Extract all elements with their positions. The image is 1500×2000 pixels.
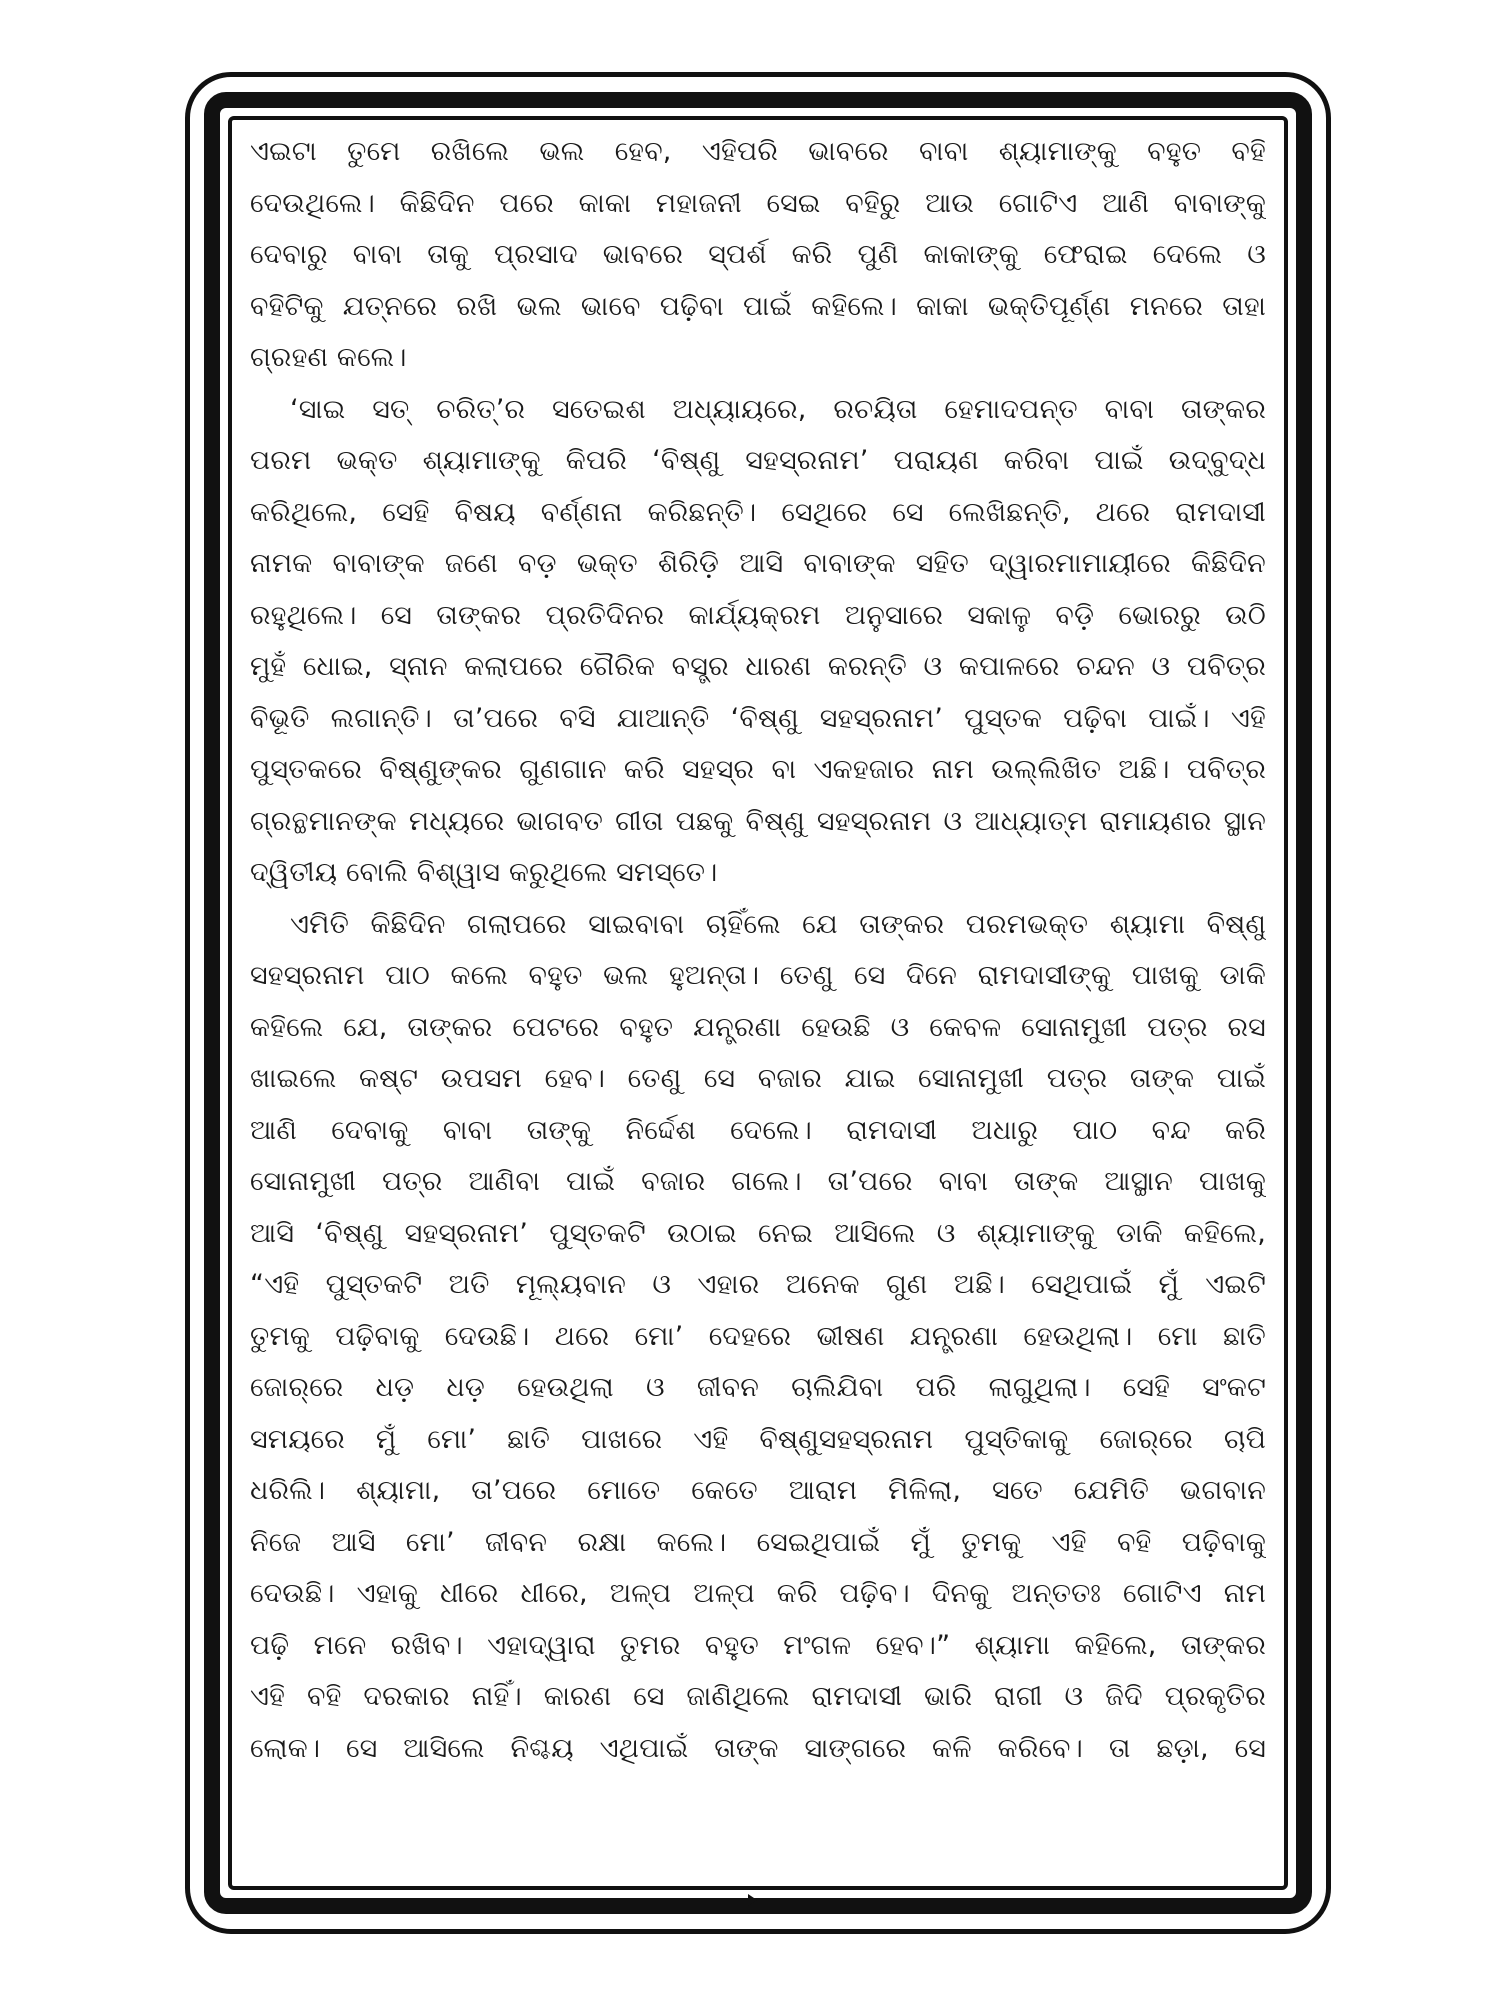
text-line: ବହିଟିକୁ ଯତ୍ନରେ ରଖି ଭଲ ଭାବେ ପଢ଼ିବା ପାଇଁ କହିଲେ। କାକା ଭକ୍ତିପୂର୍ଣ୍ଣ ମନରେ ତାହା <box>250 290 1266 322</box>
text-line: ଗ୍ରହଣ କଲେ। <box>250 342 407 373</box>
text-line: ନାମକ ବାବାଙ୍କ ଜଣେ ବଡ଼ ଭକ୍ତ ଶିରିଡ଼ି ଆସି ବାବାଙ୍କ ସହିତ ଦ୍ୱାରମାମାୟୀରେ କିଛିଦିନ <box>250 548 1266 579</box>
text-line: ଗ୍ରନ୍ଥମାନଙ୍କ ମଧ୍ୟରେ ଭାଗବତ ଗୀତା ପଛକୁ ବିଷ୍ଣୁ ସହସ୍ରନାମ ଓ ଆଧ୍ୟାତ୍ମ ରାମାୟଣର ସ୍ଥାନ <box>250 805 1266 837</box>
paragraph-1 <box>250 126 1266 384</box>
paragraph-3 <box>250 899 1266 1775</box>
text-line: ଏହି ବହି ଦରକାର ନାହିଁ। କାରଣ ସେ ଜାଣିଥିଲେ ରାମଦାସୀ ଭାରି ରାଗୀ ଓ ଜିଦି ପ୍ରକୃତିର <box>250 1681 1266 1712</box>
page-text <box>250 126 1266 1876</box>
text-line: କରିଥିଲେ, ସେହି ବିଷୟ ବର୍ଣ୍ଣନା କରିଛନ୍ତି। ସେଥିରେ ସେ ଲେଖିଛନ୍ତି, ଥରେ ରାମଦାସୀ <box>250 496 1266 528</box>
text-line: ମୁହଁ ଧୋଇ, ସ୍ନାନ କଲାପରେ ଗୈରିକ ବସ୍ତ୍ର ଧାରଣ କରନ୍ତି ଓ କପାଳରେ ଚନ୍ଦନ ଓ ପବିତ୍ର <box>250 651 1266 682</box>
text-line: ଏଇଟା ତୁମେ ରଖିଲେ ଭଲ ହେବ, ଏହିପରି ଭାବରେ ବାବା ଶ୍ୟାମାଙ୍କୁ ବହୁତ ବହି <box>250 136 1266 167</box>
text-line: ଦେଉଥିଲେ। କିଛିଦିନ ପରେ କାକା ମହାଜନୀ ସେଇ ବହିରୁ ଆଉ ଗୋଟିଏ ଆଣି ବାବାଙ୍କୁ <box>250 187 1266 219</box>
text-line: ଦ୍ୱିତୀୟ ବୋଲି ବିଶ୍ୱାସ କରୁଥିଲେ ସମସ୍ତେ। <box>250 857 718 888</box>
text-line: “ଏହି ପୁସ୍ତକଟି ଅତି ମୂଲ୍ୟବାନ ଓ ଏହାର ଅନେକ ଗୁଣ ଅଛି। ସେଥିପାଇଁ ମୁଁ ଏଇଟି <box>250 1269 1266 1300</box>
text-line: କହିଲେ ଯେ, ତାଙ୍କର ପେଟରେ ବହୁତ ଯନ୍ତ୍ରଣା ହେଉଛି ଓ କେବଳ ସୋନାମୁଖୀ ପତ୍ର ରସ <box>250 1011 1266 1043</box>
text-line: ପରମ ଭକ୍ତ ଶ୍ୟାମାଙ୍କୁ କିପରି ‘ବିଷ୍ଣୁ ସହସ୍ରନାମ’ ପରାୟଣ କରିବା ପାଇଁ ଉଦ୍‌ବୁଦ୍ଧ <box>250 445 1266 476</box>
text-line: ଏମିତି କିଛିଦିନ ଗଲାପରେ ସାଇବାବା ଚାହିଁଲେ ଯେ ତାଙ୍କର ପରମଭକ୍ତ ଶ୍ୟାମା ବିଷ୍ଣୁ <box>290 908 1266 940</box>
text-line: ନିଜେ ଆସି ମୋ’ ଜୀବନ ରକ୍ଷା କଲେ। ସେଇଥିପାଇଁ ମୁଁ ତୁମକୁ ଏହି ବହି ପଢ଼ିବାକୁ <box>250 1526 1266 1558</box>
text-line: ଆଣି ଦେବାକୁ ବାବା ତାଙ୍କୁ ନିର୍ଦ୍ଦେଶ ଦେଲେ। ରାମଦାସୀ ଅଧାରୁ ପାଠ ବନ୍ଦ କରି <box>250 1114 1266 1146</box>
text-line: ବିଭୂତି ଲଗାନ୍ତି। ତା’ପରେ ବସି ଯାଆନ୍ତି ‘ବିଷ୍ଣୁ ସହସ୍ରନାମ’ ପୁସ୍ତକ ପଢ଼ିବା ପାଇଁ। ଏହି <box>250 702 1266 734</box>
text-line: ସୋନାମୁଖୀ ପତ୍ର ଆଣିବା ପାଇଁ ବଜାର ଗଲେ। ତା’ପରେ ବାବା ତାଙ୍କ ଆସ୍ଥାନ ପାଖକୁ <box>250 1166 1266 1197</box>
text-line: ତୁମକୁ ପଢ଼ିବାକୁ ଦେଉଛି। ଥରେ ମୋ’ ଦେହରେ ଭୀଷଣ ଯନ୍ତ୍ରଣା ହେଉଥିଲା। ମୋ ଛାତି <box>250 1320 1266 1352</box>
text-line: ଆସି ‘ବିଷ୍ଣୁ ସହସ୍ରନାମ’ ପୁସ୍ତକଟି ଉଠାଇ ନେଇ ଆସିଲେ ଓ ଶ୍ୟାମାଙ୍କୁ ଡାକି କହିଲେ, <box>250 1217 1266 1249</box>
text-line: ପଢ଼ି ମନେ ରଖିବ। ଏହାଦ୍ୱାରା ତୁମର ବହୁତ ମଂଗଳ ହେବ।” ଶ୍ୟାମା କହିଲେ, ତାଙ୍କର <box>250 1629 1266 1661</box>
text-line: ‘ସାଇ ସତ୍ ଚରିତ୍’ର ସତେଇଶ ଅଧ୍ୟାୟରେ, ରଚୟିତା ହେମାଦପନ୍ତ ବାବା ତାଙ୍କର <box>290 393 1266 425</box>
text-line: ଖାଇଲେ କଷ୍ଟ ଉପସମ ହେବ। ତେଣୁ ସେ ବଜାର ଯାଇ ସୋନାମୁଖୀ ପତ୍ର ତାଙ୍କ ପାଇଁ <box>250 1063 1266 1094</box>
text-line: ପୁସ୍ତକରେ ବିଷ୍ଣୁଙ୍କର ଗୁଣଗାନ କରି ସହସ୍ର ବା ଏକହଜାର ନାମ ଉଲ୍ଲିଖିତ ଅଛି। ପବିତ୍ର <box>250 754 1266 785</box>
text-line: ଜୋର୍‌ରେ ଧଡ଼ ଧଡ଼ ହେଉଥିଲା ଓ ଜୀବନ ଚାଲିଯିବା ପରି ଲାଗୁଥିଲା। ସେହି ସଂକଟ <box>250 1372 1266 1403</box>
text-line: ସହସ୍ରନାମ ପାଠ କଲେ ବହୁତ ଭଲ ହୁଅନ୍ତା। ତେଣୁ ସେ ଦିନେ ରାମଦାସୀଙ୍କୁ ପାଖକୁ ଡାକି <box>250 960 1266 991</box>
text-line: ଲୋକ। ସେ ଆସିଲେ ନିଶ୍ଚୟ ଏଥିପାଇଁ ତାଙ୍କ ସାଙ୍ଗରେ କଳି କରିବେ। ତା ଛଡ଼ା, ସେ <box>250 1732 1266 1764</box>
bottom-marker-icon <box>748 1894 757 1906</box>
text-line: ଦେଉଛି। ଏହାକୁ ଧୀରେ ଧୀରେ, ଅଳ୍ପ ଅଳ୍ପ କରି ପଢ଼ିବ। ଦିନକୁ ଅନ୍ତତଃ ଗୋଟିଏ ନାମ <box>250 1578 1266 1609</box>
text-line: ରହୁଥିଲେ। ସେ ତାଙ୍କର ପ୍ରତିଦିନର କାର୍ଯ୍ୟକ୍ରମ ଅନୁସାରେ ସକାଳୁ ବଡ଼ି ଭୋରରୁ ଉଠି <box>250 599 1266 631</box>
paragraph-2 <box>250 384 1266 899</box>
text-line: ସମୟରେ ମୁଁ ମୋ’ ଛାତି ପାଖରେ ଏହି ବିଷ୍ଣୁସହସ୍ରନାମ ପୁସ୍ତିକାକୁ ଜୋର୍‌ରେ ଚାପି <box>250 1423 1266 1455</box>
text-line: ଧରିଲି। ଶ୍ୟାମା, ତା’ପରେ ମୋତେ କେତେ ଆରାମ ମିଳିଲା, ସତେ ଯେମିତି ଭଗବାନ <box>250 1475 1266 1506</box>
text-line: ଦେବାରୁ ବାବା ତାକୁ ପ୍ରସାଦ ଭାବରେ ସ୍ପର୍ଶ କରି ପୁଣି କାକାଙ୍କୁ ଫେରାଇ ଦେଲେ ଓ <box>250 239 1266 270</box>
